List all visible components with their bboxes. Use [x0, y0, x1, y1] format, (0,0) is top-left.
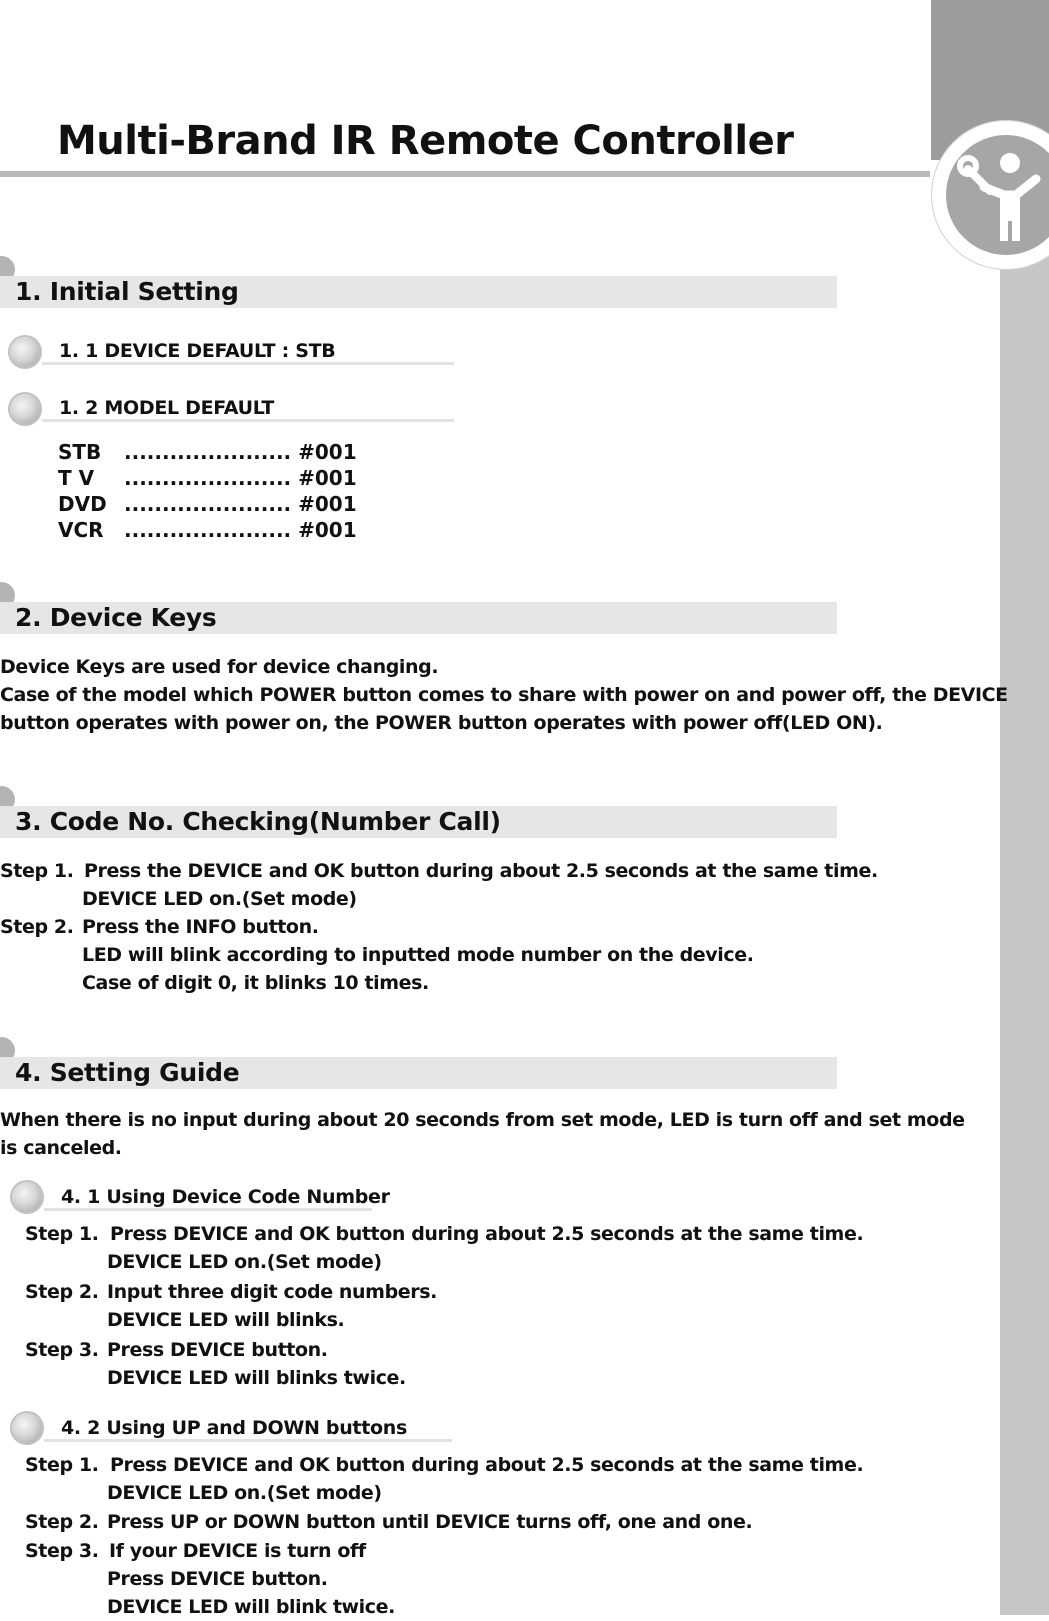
- model-row: T V ...................... #001: [58, 466, 357, 490]
- wrench-person-icon: [946, 135, 1049, 255]
- section-title-setting-guide: 4. Setting Guide: [15, 1058, 240, 1087]
- subsection-title-device-code: 4. 1 Using Device Code Number: [61, 1186, 390, 1208]
- model-row: VCR ...................... #001: [58, 518, 357, 542]
- page-title: Multi-Brand IR Remote Controller: [57, 118, 794, 164]
- setting-guide-intro: When there is no input during about 20 seconds from set mode, LED is turn off and set mode is canceled.: [0, 1109, 965, 1159]
- sub-rule: [42, 362, 454, 365]
- subsection-title-up-down: 4. 2 Using UP and DOWN buttons: [61, 1417, 407, 1439]
- subsection-title-model-default: 1. 2 MODEL DEFAULT: [59, 397, 275, 419]
- sub-rule: [44, 1439, 452, 1442]
- subsection-title-device-default: 1. 1 DEVICE DEFAULT : STB: [59, 340, 336, 362]
- sub-rule: [44, 1208, 372, 1211]
- bullet-icon: [12, 1413, 42, 1443]
- bullet-icon: [10, 394, 40, 424]
- bullet-icon: [10, 337, 40, 367]
- model-row: DVD ...................... #001: [58, 492, 357, 516]
- section-title-device-keys: 2. Device Keys: [15, 603, 217, 632]
- sub-rule: [42, 419, 454, 422]
- model-row: STB ...................... #001: [58, 440, 357, 464]
- section-title-initial-setting: 1. Initial Setting: [15, 277, 239, 306]
- title-rule: [0, 171, 930, 177]
- section-title-code-checking: 3. Code No. Checking(Number Call): [15, 807, 501, 836]
- device-keys-text: Device Keys are used for device changing. Case of the model which POWER button comes to share with power on and power off, the DEVICE button operates with power on, the POWER button operates with power off(LED ON).: [0, 656, 1008, 734]
- side-band: [1000, 160, 1049, 1615]
- bullet-icon: [12, 1182, 42, 1212]
- model-default-list: [58, 439, 357, 543]
